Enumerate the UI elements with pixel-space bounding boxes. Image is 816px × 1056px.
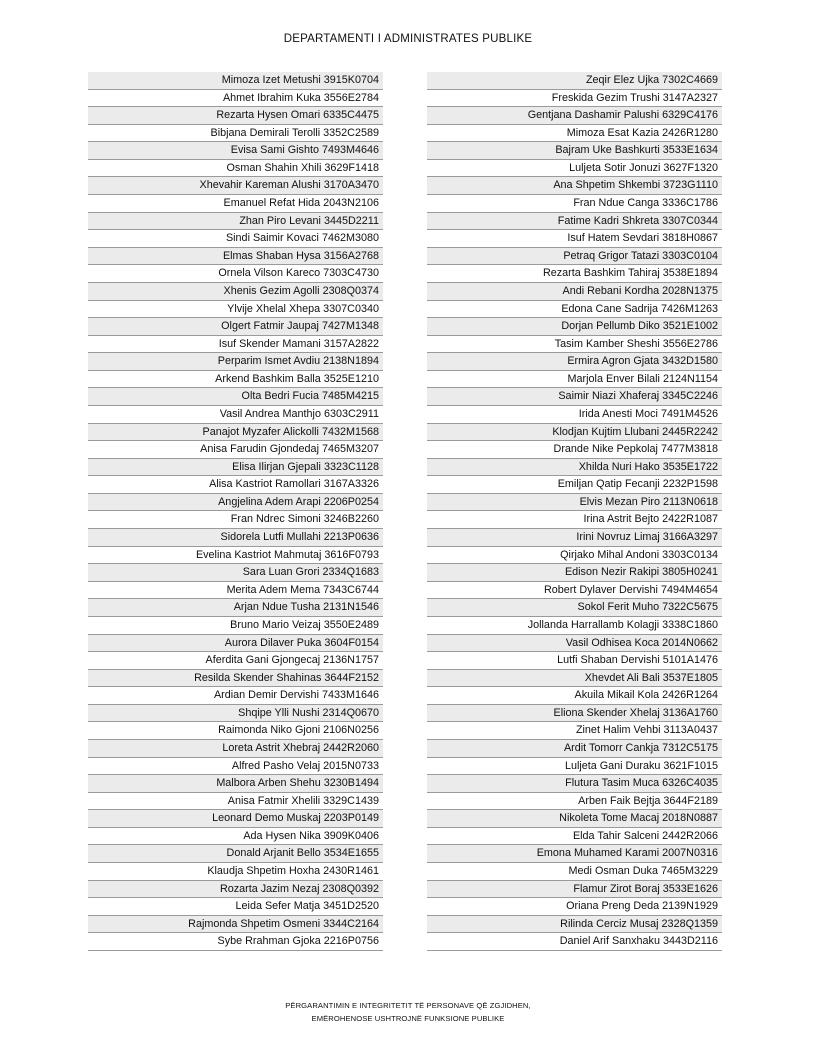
list-item: Isuf Hatem Sevdari 3818H0867 [427, 230, 722, 248]
list-item: Lutfi Shaban Dervishi 5101A1476 [427, 652, 722, 670]
list-item: Tasim Kamber Sheshi 3556E2786 [427, 336, 722, 354]
list-item: Arkend Bashkim Balla 3525E1210 [88, 371, 383, 389]
list-item: Irina Astrit Bejto 2422R1087 [427, 511, 722, 529]
list-item: Alfred Pasho Velaj 2015N0733 [88, 758, 383, 776]
list-item: Anisa Farudin Gjondedaj 7465M3207 [88, 441, 383, 459]
list-item: Mimoza Izet Metushi 3915K0704 [88, 72, 383, 90]
list-item: Anisa Fatmir Xhelili 3329C1439 [88, 793, 383, 811]
list-item: Olta Bedri Fucia 7485M4215 [88, 388, 383, 406]
list-item: Perparim Ismet Avdiu 2138N1894 [88, 353, 383, 371]
list-item: Ylvije Xhelal Xhepa 3307C0340 [88, 301, 383, 319]
list-item: Vasil Andrea Manthjo 6303C2911 [88, 406, 383, 424]
list-item: Olgert Fatmir Jaupaj 7427M1348 [88, 318, 383, 336]
list-item: Fran Ndrec Simoni 3246B2260 [88, 511, 383, 529]
list-item: Elmas Shaban Hysa 3156A2768 [88, 248, 383, 266]
list-item: Edison Nezir Rakipi 3805H0241 [427, 564, 722, 582]
list-item: Bruno Mario Veizaj 3550E2489 [88, 617, 383, 635]
footer [0, 999, 816, 1025]
left-name-list [88, 72, 383, 951]
list-item: Flutura Tasim Muca 6326C4035 [427, 775, 722, 793]
list-item: Emona Muhamed Karami 2007N0316 [427, 845, 722, 863]
list-item: Qirjako Mihal Andoni 3303C0134 [427, 547, 722, 565]
list-item: Saimir Niazi Xhaferaj 3345C2246 [427, 388, 722, 406]
list-item: Ardit Tomorr Cankja 7312C5175 [427, 740, 722, 758]
list-item: Sokol Ferit Muho 7322C5675 [427, 599, 722, 617]
list-item: Malbora Arben Shehu 3230B1494 [88, 775, 383, 793]
list-item: Panajot Myzafer Alickolli 7432M1568 [88, 424, 383, 442]
list-item: Raimonda Niko Gjoni 2106N0256 [88, 722, 383, 740]
list-item: Nikoleta Tome Macaj 2018N0887 [427, 810, 722, 828]
list-item: Ermira Agron Gjata 3432D1580 [427, 353, 722, 371]
list-item: Elisa Ilirjan Gjepali 3323C1128 [88, 459, 383, 477]
list-item: Zhan Piro Levani 3445D2211 [88, 213, 383, 231]
list-item: Merita Adem Mema 7343C6744 [88, 582, 383, 600]
list-item: Luljeta Gani Duraku 3621F1015 [427, 758, 722, 776]
list-item: Emiljan Qatip Fecanji 2232P1598 [427, 476, 722, 494]
list-item: Vasil Odhisea Koca 2014N0662 [427, 635, 722, 653]
list-item: Aferdita Gani Gjongecaj 2136N1757 [88, 652, 383, 670]
list-item: Marjola Enver Bilali 2124N1154 [427, 371, 722, 389]
list-item: Fran Ndue Canga 3336C1786 [427, 195, 722, 213]
list-item: Fatime Kadri Shkreta 3307C0344 [427, 213, 722, 231]
list-item: Medi Osman Duka 7465M3229 [427, 863, 722, 881]
list-item: Flamur Zirot Boraj 3533E1626 [427, 881, 722, 899]
list-item: Zinet Halim Vehbi 3113A0437 [427, 722, 722, 740]
list-item: Luljeta Sotir Jonuzi 3627F1320 [427, 160, 722, 178]
list-item: Rezarta Bashkim Tahiraj 3538E1894 [427, 265, 722, 283]
list-item: Resilda Skender Shahinas 3644F2152 [88, 670, 383, 688]
list-item: Rilinda Cerciz Musaj 2328Q1359 [427, 916, 722, 934]
list-item: Klaudja Shpetim Hoxha 2430R1461 [88, 863, 383, 881]
list-item: Jollanda Harrallamb Kolagji 3338C1860 [427, 617, 722, 635]
list-item: Arjan Ndue Tusha 2131N1546 [88, 599, 383, 617]
list-item: Sara Luan Grori 2334Q1683 [88, 564, 383, 582]
list-item: Daniel Arif Sanxhaku 3443D2116 [427, 933, 722, 951]
list-item: Sybe Rrahman Gjoka 2216P0756 [88, 933, 383, 951]
list-item: Elda Tahir Salceni 2442R2066 [427, 828, 722, 846]
list-item: Isuf Skender Mamani 3157A2822 [88, 336, 383, 354]
right-name-list [427, 72, 722, 951]
list-item: Rozarta Jazim Nezaj 2308Q0392 [88, 881, 383, 899]
list-item: Aurora Dilaver Puka 3604F0154 [88, 635, 383, 653]
list-item: Klodjan Kujtim Llubani 2445R2242 [427, 424, 722, 442]
list-item: Ardian Demir Dervishi 7433M1646 [88, 687, 383, 705]
list-item: Elvis Mezan Piro 2113N0618 [427, 494, 722, 512]
list-item: Bibjana Demirali Terolli 3352C2589 [88, 125, 383, 143]
list-item: Angjelina Adem Arapi 2206P0254 [88, 494, 383, 512]
list-item: Andi Rebani Kordha 2028N1375 [427, 283, 722, 301]
list-item: Xhevdet Ali Bali 3537E1805 [427, 670, 722, 688]
list-item: Rajmonda Shpetim Osmeni 3344C2164 [88, 916, 383, 934]
page-title: DEPARTAMENTI I ADMINISTRATES PUBLIKE [283, 33, 533, 45]
list-item: Ornela Vilson Kareco 7303C4730 [88, 265, 383, 283]
list-item: Sidorela Lutfi Mullahi 2213P0636 [88, 529, 383, 547]
list-item: Evelina Kastriot Mahmutaj 3616F0793 [88, 547, 383, 565]
list-item: Akuila Mikail Kola 2426R1264 [427, 687, 722, 705]
list-item: Emanuel Refat Hida 2043N2106 [88, 195, 383, 213]
list-item: Zeqir Elez Ujka 7302C4669 [427, 72, 722, 90]
list-item: Xhevahir Kareman Alushi 3170A3470 [88, 177, 383, 195]
list-item: Osman Shahin Xhili 3629F1418 [88, 160, 383, 178]
list-item: Leonard Demo Muskaj 2203P0149 [88, 810, 383, 828]
list-item: Gentjana Dashamir Palushi 6329C4176 [427, 107, 722, 125]
list-item: Leida Sefer Matja 3451D2520 [88, 898, 383, 916]
list-item: Shqipe Ylli Nushi 2314Q0670 [88, 705, 383, 723]
footer-line-1: PËRGARANTIMIN E INTEGRITETIT TË PERSONAVE QË ZGJIDHEN, [285, 1001, 531, 1010]
list-item: Xhenis Gezim Agolli 2308Q0374 [88, 283, 383, 301]
list-item: Evisa Sami Gishto 7493M4646 [88, 142, 383, 160]
list-item: Bajram Uke Bashkurti 3533E1634 [427, 142, 722, 160]
list-item: Irini Novruz Limaj 3166A3297 [427, 529, 722, 547]
list-item: Rezarta Hysen Omari 6335C4475 [88, 107, 383, 125]
list-item: Eliona Skender Xhelaj 3136A1760 [427, 705, 722, 723]
list-item: Oriana Preng Deda 2139N1929 [427, 898, 722, 916]
list-item: Loreta Astrit Xhebraj 2442R2060 [88, 740, 383, 758]
list-item: Ada Hysen Nika 3909K0406 [88, 828, 383, 846]
list-item: Ana Shpetim Shkembi 3723G1110 [427, 177, 722, 195]
list-item: Drande Nike Pepkolaj 7477M3818 [427, 441, 722, 459]
list-item: Robert Dylaver Dervishi 7494M4654 [427, 582, 722, 600]
footer-line-2: EMËROHENOSE USHTROJNË FUNKSIONE PUBLIKE [311, 1014, 505, 1023]
list-item: Petraq Grigor Tatazi 3303C0104 [427, 248, 722, 266]
list-item: Sindi Saimir Kovaci 7462M3080 [88, 230, 383, 248]
list-item: Mimoza Esat Kazia 2426R1280 [427, 125, 722, 143]
list-item: Arben Faik Bejtja 3644F2189 [427, 793, 722, 811]
list-item: Ahmet Ibrahim Kuka 3556E2784 [88, 90, 383, 108]
list-item: Donald Arjanit Bello 3534E1655 [88, 845, 383, 863]
list-item: Dorjan Pellumb Diko 3521E1002 [427, 318, 722, 336]
list-item: Xhilda Nuri Hako 3535E1722 [427, 459, 722, 477]
list-item: Irida Anesti Moci 7491M4526 [427, 406, 722, 424]
list-item: Alisa Kastriot Ramollari 3167A3326 [88, 476, 383, 494]
list-item: Edona Cane Sadrija 7426M1263 [427, 301, 722, 319]
list-item: Freskida Gezim Trushi 3147A2327 [427, 90, 722, 108]
